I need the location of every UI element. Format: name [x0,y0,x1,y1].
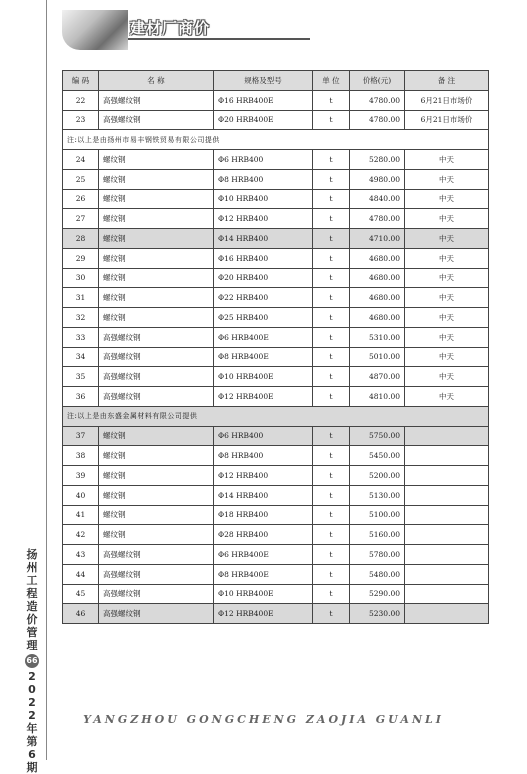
cell-unit: t [313,189,350,209]
cell-remark: 中天 [405,209,489,229]
table-row [63,367,489,387]
column-header-unit: 单 位 [313,71,350,91]
cell-spec: Φ22 HRB400 [214,288,313,308]
table-row [63,564,489,584]
column-header-code: 编 码 [63,71,99,91]
cell-price: 4710.00 [350,229,405,249]
cell-unit: t [313,584,350,604]
cell-price: 5750.00 [350,426,405,446]
cell-name: 高强螺纹钢 [99,347,214,367]
table-row [63,248,489,268]
cell-spec: Φ14 HRB400 [214,229,313,249]
cell-name: 高强螺纹钢 [99,90,214,110]
cell-remark: 中天 [405,308,489,328]
table-row [63,525,489,545]
cell-remark [405,466,489,486]
cell-code: 37 [63,426,99,446]
table-row [63,584,489,604]
cell-remark: 中天 [405,229,489,249]
cell-code: 30 [63,268,99,288]
cell-spec: Φ20 HRB400 [214,268,313,288]
table-row [63,466,489,486]
table-row [63,387,489,407]
cell-remark: 中天 [405,169,489,189]
cell-name: 高强螺纹钢 [99,110,214,130]
side-publication-label [24,548,40,774]
cell-code: 26 [63,189,99,209]
cell-spec: Φ16 HRB400 [214,248,313,268]
cell-unit: t [313,545,350,565]
cell-unit: t [313,446,350,466]
journal-title: 扬 州 工 程 造 价 管 理 [26,548,38,652]
cell-name: 螺纹钢 [99,229,214,249]
cell-code: 46 [63,604,99,624]
cell-unit: t [313,150,350,170]
cell-unit: t [313,564,350,584]
cell-price: 4680.00 [350,308,405,328]
cell-code: 24 [63,150,99,170]
table-row [63,229,489,249]
table-header-row [63,71,489,91]
cell-name: 螺纹钢 [99,308,214,328]
cell-price: 4810.00 [350,387,405,407]
table-row [63,110,489,130]
cell-name: 高强螺纹钢 [99,367,214,387]
cell-price: 5100.00 [350,505,405,525]
cell-spec: Φ6 HRB400 [214,426,313,446]
table-row [63,288,489,308]
cell-code: 33 [63,327,99,347]
cell-spec: Φ8 HRB400E [214,347,313,367]
table-row [63,604,489,624]
cell-spec: Φ10 HRB400E [214,367,313,387]
table-row [63,90,489,110]
cell-remark [405,545,489,565]
cell-spec: Φ14 HRB400 [214,485,313,505]
cell-name: 高强螺纹钢 [99,387,214,407]
cell-remark: 中天 [405,387,489,407]
page-number: 66 [25,654,39,668]
cell-remark [405,485,489,505]
cell-remark: 中天 [405,288,489,308]
cell-unit: t [313,327,350,347]
cell-price: 5230.00 [350,604,405,624]
price-table [62,70,489,624]
cell-price: 5310.00 [350,327,405,347]
cell-spec: Φ6 HRB400E [214,327,313,347]
cell-unit: t [313,367,350,387]
column-header-price: 价格(元) [350,71,405,91]
cell-code: 45 [63,584,99,604]
cell-spec: Φ12 HRB400 [214,466,313,486]
cell-remark: 中天 [405,150,489,170]
cell-code: 27 [63,209,99,229]
cell-remark: 中天 [405,367,489,387]
cell-price: 5130.00 [350,485,405,505]
cell-code: 34 [63,347,99,367]
cell-code: 39 [63,466,99,486]
supplier-note: 注:以上是由东盛金属材料有限公司提供 [63,406,489,426]
cell-spec: Φ10 HRB400 [214,189,313,209]
table-row [63,327,489,347]
cell-name: 螺纹钢 [99,169,214,189]
table-row [63,426,489,446]
table-row [63,347,489,367]
cell-spec: Φ8 HRB400 [214,446,313,466]
cell-code: 31 [63,288,99,308]
section-title: 建材厂商价 [130,19,211,37]
cell-spec: Φ18 HRB400 [214,505,313,525]
cell-remark [405,426,489,446]
cell-spec: Φ8 HRB400 [214,169,313,189]
cell-spec: Φ6 HRB400E [214,545,313,565]
cell-price: 4780.00 [350,209,405,229]
cell-unit: t [313,466,350,486]
table-row [63,169,489,189]
cell-price: 5160.00 [350,525,405,545]
footer-journal-name: YANGZHOU GONGCHENG ZAOJIA GUANLI [83,713,444,726]
cell-code: 43 [63,545,99,565]
cell-price: 5480.00 [350,564,405,584]
cell-code: 38 [63,446,99,466]
cell-remark [405,446,489,466]
cell-name: 高强螺纹钢 [99,604,214,624]
cell-code: 42 [63,525,99,545]
cell-spec: Φ28 HRB400 [214,525,313,545]
cell-name: 螺纹钢 [99,209,214,229]
cell-code: 44 [63,564,99,584]
cell-unit: t [313,288,350,308]
cell-name: 高强螺纹钢 [99,545,214,565]
header-photo-image [62,10,128,50]
cell-code: 22 [63,90,99,110]
supplier-note-row [63,406,489,426]
cell-price: 5200.00 [350,466,405,486]
cell-name: 高强螺纹钢 [99,584,214,604]
header-rule [128,38,310,40]
cell-remark: 中天 [405,248,489,268]
cell-unit: t [313,110,350,130]
cell-price: 5280.00 [350,150,405,170]
cell-price: 4680.00 [350,288,405,308]
cell-price: 5010.00 [350,347,405,367]
cell-name: 螺纹钢 [99,485,214,505]
cell-name: 螺纹钢 [99,150,214,170]
cell-spec: Φ25 HRB400 [214,308,313,328]
cell-unit: t [313,485,350,505]
cell-remark [405,505,489,525]
cell-unit: t [313,505,350,525]
cell-remark: 中天 [405,189,489,209]
table-row [63,308,489,328]
cell-unit: t [313,387,350,407]
column-header-remark: 备 注 [405,71,489,91]
cell-unit: t [313,248,350,268]
cell-remark: 6月21日市场价 [405,90,489,110]
cell-unit: t [313,268,350,288]
cell-price: 4680.00 [350,248,405,268]
cell-remark: 中天 [405,347,489,367]
cell-code: 28 [63,229,99,249]
cell-code: 40 [63,485,99,505]
cell-spec: Φ6 HRB400 [214,150,313,170]
cell-unit: t [313,604,350,624]
cell-price: 4980.00 [350,169,405,189]
cell-unit: t [313,308,350,328]
cell-remark: 中天 [405,327,489,347]
cell-spec: Φ8 HRB400E [214,564,313,584]
cell-price: 4840.00 [350,189,405,209]
cell-name: 高强螺纹钢 [99,564,214,584]
margin-rule [46,0,47,760]
cell-code: 32 [63,308,99,328]
cell-spec: Φ12 HRB400E [214,604,313,624]
table-row [63,505,489,525]
cell-unit: t [313,347,350,367]
cell-unit: t [313,426,350,446]
cell-name: 螺纹钢 [99,268,214,288]
cell-remark [405,604,489,624]
cell-code: 29 [63,248,99,268]
cell-price: 4780.00 [350,90,405,110]
cell-name: 螺纹钢 [99,525,214,545]
cell-name: 螺纹钢 [99,466,214,486]
cell-spec: Φ12 HRB400E [214,387,313,407]
cell-unit: t [313,229,350,249]
cell-spec: Φ12 HRB400 [214,209,313,229]
cell-price: 5780.00 [350,545,405,565]
cell-code: 23 [63,110,99,130]
cell-name: 螺纹钢 [99,446,214,466]
cell-price: 5450.00 [350,446,405,466]
table-row [63,268,489,288]
table-row [63,150,489,170]
cell-spec: Φ20 HRB400E [214,110,313,130]
cell-unit: t [313,169,350,189]
cell-code: 36 [63,387,99,407]
supplier-note: 注:以上是由扬州市易丰钢铁贸易有限公司提供 [63,130,489,150]
cell-code: 35 [63,367,99,387]
cell-price: 4680.00 [350,268,405,288]
cell-remark [405,564,489,584]
cell-price: 4780.00 [350,110,405,130]
cell-remark [405,525,489,545]
cell-name: 高强螺纹钢 [99,327,214,347]
table-row [63,485,489,505]
cell-spec: Φ10 HRB400E [214,584,313,604]
table-row [63,545,489,565]
cell-code: 25 [63,169,99,189]
section-header [62,8,312,52]
column-header-name: 名 称 [99,71,214,91]
cell-unit: t [313,209,350,229]
table-row [63,189,489,209]
cell-code: 41 [63,505,99,525]
table-row [63,446,489,466]
cell-price: 5290.00 [350,584,405,604]
cell-remark [405,584,489,604]
cell-name: 螺纹钢 [99,288,214,308]
cell-name: 螺纹钢 [99,248,214,268]
cell-unit: t [313,525,350,545]
column-header-spec: 规格及型号 [214,71,313,91]
cell-remark: 6月21日市场价 [405,110,489,130]
issue-label: 2 0 2 2 年 第 6 期 [26,670,38,774]
cell-unit: t [313,90,350,110]
cell-name: 螺纹钢 [99,426,214,446]
cell-name: 螺纹钢 [99,189,214,209]
table-row [63,209,489,229]
supplier-note-row [63,130,489,150]
cell-remark: 中天 [405,268,489,288]
cell-spec: Φ16 HRB400E [214,90,313,110]
cell-price: 4870.00 [350,367,405,387]
cell-name: 螺纹钢 [99,505,214,525]
table-body [63,90,489,623]
